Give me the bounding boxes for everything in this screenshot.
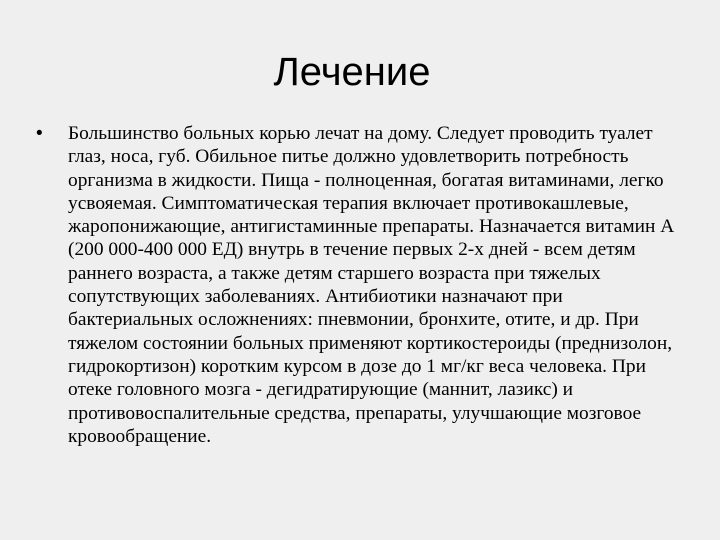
slide-title: Лечение (273, 50, 431, 94)
bullet-icon: • (36, 123, 43, 144)
bullet-paragraph (36, 122, 686, 448)
bullet-text: Большинство больных корью лечат на дому. Следует проводить туалет глаз, носа, губ. Обильное питье должно удовлетворить потребность организма в жидкости. Пища - полноценная, богатая витаминами, легко усвояемая. Симптоматическая терапия включает противокашлевые, жаропонижающие, антигистаминные препараты. Назначается витамин А (200 000-400 000 ЕД) внутрь в течение первых 2-х дней - всем детям раннего возраста, а также детям старшего возраста при тяжелых сопутствующих заболеваниях. Антибиотики назначают при бактериальных осложнениях: пневмонии, бронхите, отите, и др. При тяжелом состоянии больных применяют кортикостероиды (преднизолон, гидрокортизон) коротким курсом в дозе до 1 мг/кг веса человека. При отеке головного мозга - дегидратирующие (маннит, лазикс) и противовоспалительные средства, препараты, улучшающие мозговое кровообращение. (68, 123, 675, 447)
slide-body (36, 122, 686, 448)
